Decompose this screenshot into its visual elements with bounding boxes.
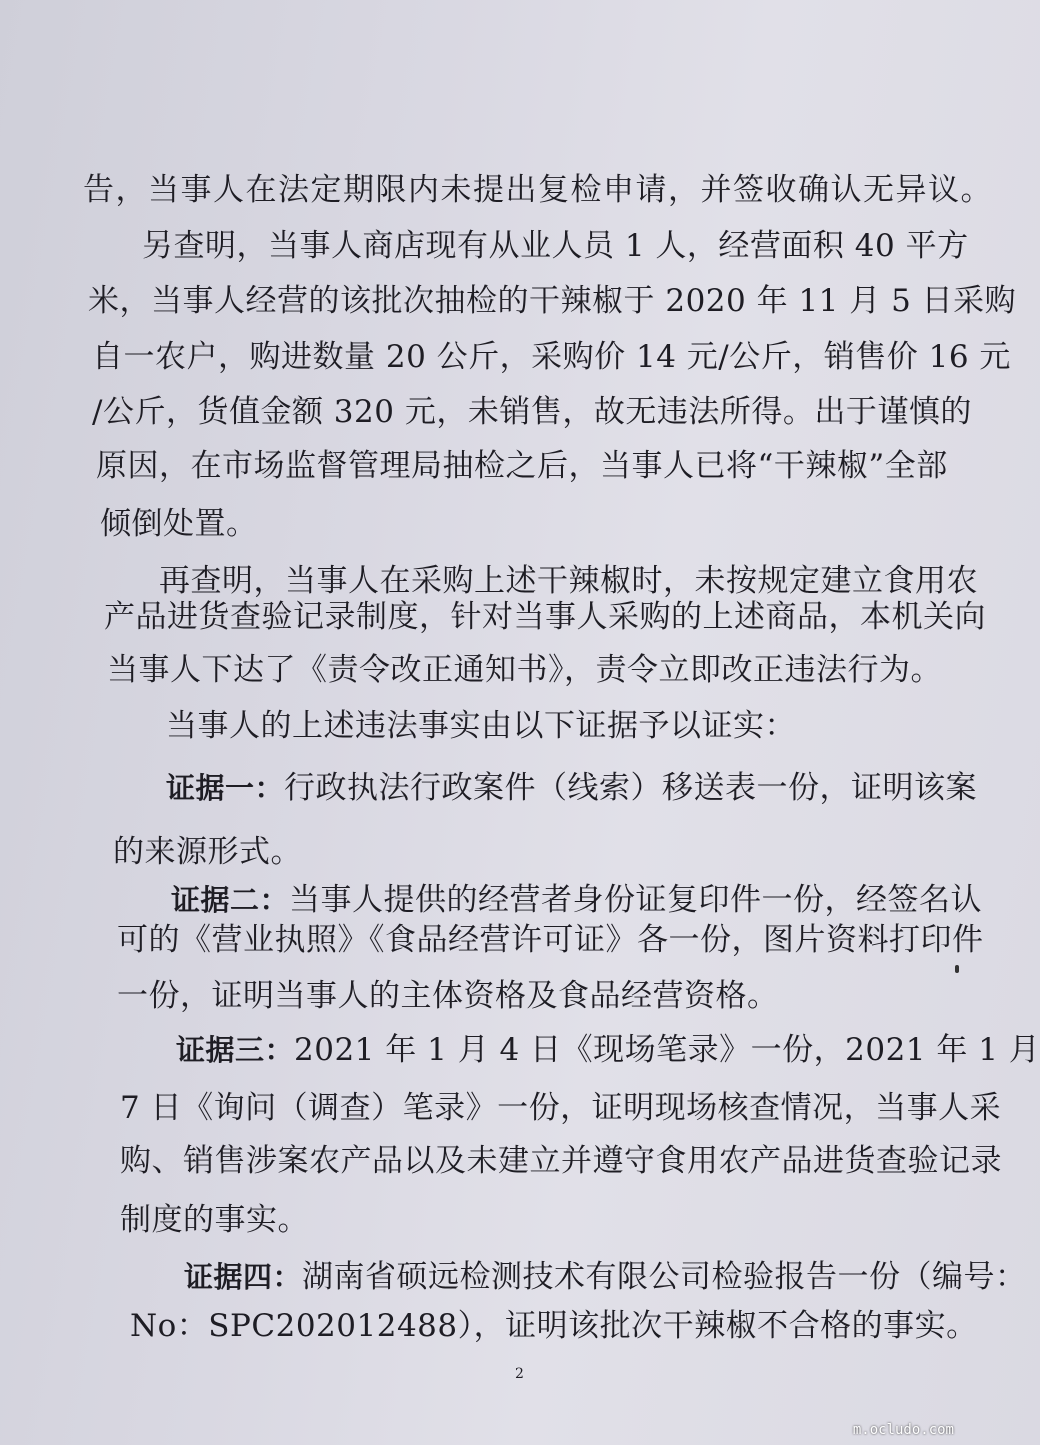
evidence-1-line [166, 768, 977, 808]
body-line: 当事人的上述违法事实由以下证据予以证实： [166, 708, 796, 744]
body-line: 原因，在市场监督管理局抽检之后，当事人已将“干辣椒”全部 [96, 448, 948, 484]
evidence-2-line [171, 880, 982, 920]
evidence-3-line [176, 1030, 1040, 1070]
evidence-1-line: 的来源形式。 [113, 834, 302, 870]
body-line: 倾倒处置。 [100, 506, 258, 542]
body-line: /公斤，货值金额 320 元，未销售，故无违法所得。出于谨慎的 [92, 394, 972, 430]
evidence-1-label: 证据一： [166, 771, 285, 805]
evidence-1-text: 行政执法行政案件（线索）移送表一份，证明该案 [284, 770, 978, 806]
body-line: 另查明，当事人商店现有从业人员 1 人，经营面积 40 平方 [142, 228, 969, 264]
evidence-4-label: 证据四： [184, 1260, 303, 1294]
evidence-3-label: 证据三： [176, 1033, 295, 1067]
watermark: m.ocludo.com [852, 1422, 954, 1438]
evidence-3-text: 2021 年 1 月 4 日《现场笔录》一份，2021 年 1 月 [294, 1032, 1040, 1068]
body-line: 自一农户，购进数量 20 公斤，采购价 14 元/公斤，销售价 16 元 [92, 339, 1011, 375]
evidence-3-line: 制度的事实。 [120, 1202, 309, 1238]
body-line: 再查明，当事人在采购上述干辣椒时，未按规定建立食用农 [159, 563, 978, 599]
evidence-4-line [184, 1257, 1027, 1297]
body-line: 米，当事人经营的该批次抽检的干辣椒于 2020 年 11 月 5 日采购 [88, 283, 1017, 319]
evidence-2-line: 可的《营业执照》《食品经营许可证》各一份，图片资料打印件 [117, 922, 984, 958]
body-line: 当事人下达了《责令改正通知书》，责令立即改正违法行为。 [107, 652, 942, 688]
evidence-2-label: 证据二： [171, 883, 290, 917]
evidence-3-line: 7 日《询问（调查）笔录》一份，证明现场核查情况，当事人采 [120, 1090, 1002, 1126]
evidence-2-text: 当事人提供的经营者身份证复印件一份，经签名认 [289, 882, 983, 918]
evidence-2-line: 一份，证明当事人的主体资格及食品经营资格。 [117, 978, 779, 1014]
margin-mark [955, 965, 959, 973]
body-line: 产品进货查验记录制度，针对当事人采购的上述商品，本机关向 [104, 599, 986, 635]
page-number: 2 [515, 1366, 524, 1382]
evidence-4-line: No：SPC202012488），证明该批次干辣椒不合格的事实。 [130, 1308, 978, 1344]
evidence-3-line: 购、销售涉案农产品以及未建立并遵守食用农产品进货查验记录 [120, 1143, 1002, 1179]
evidence-4-text: 湖南省硕远检测技术有限公司检验报告一份（编号： [302, 1259, 1027, 1295]
body-line: 告，当事人在法定期限内未提出复检申请，并签收确认无异议。 [83, 172, 993, 208]
